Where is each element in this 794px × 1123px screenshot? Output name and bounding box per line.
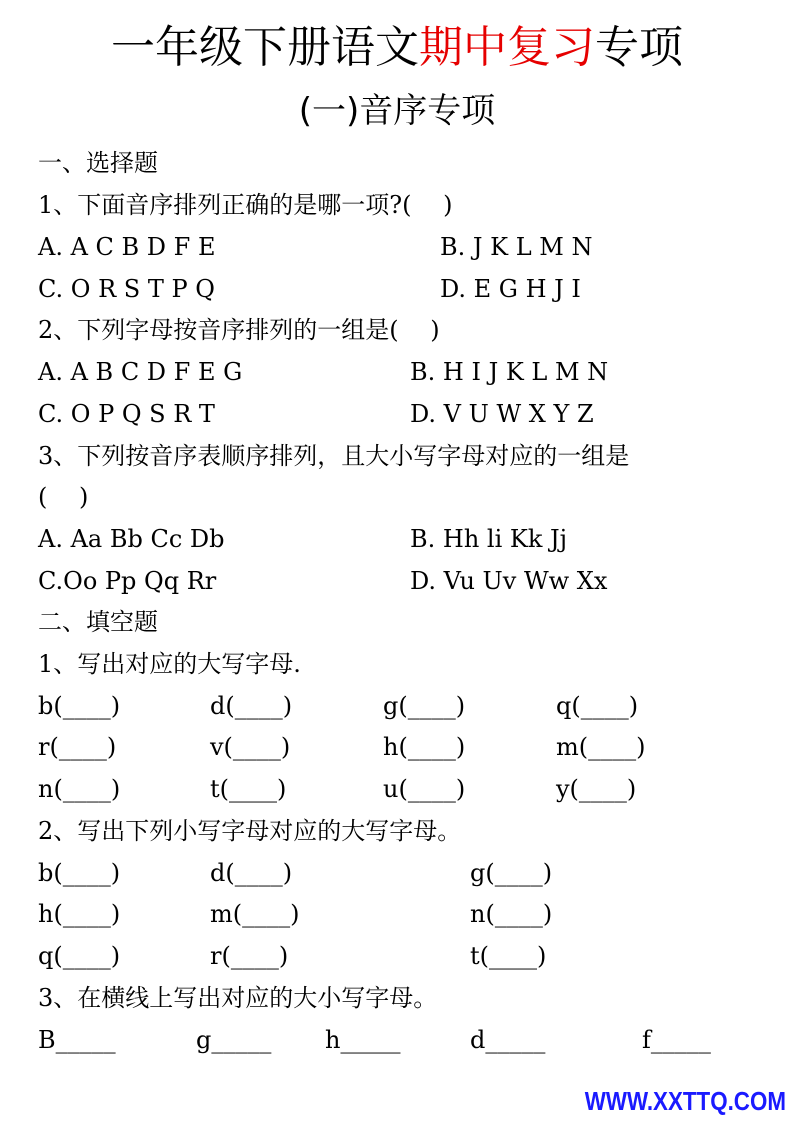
fill3-item: f_____ (642, 1026, 711, 1054)
section2-heading: 二、填空题 (38, 608, 158, 636)
fill2-item: g(____) (470, 859, 553, 887)
fill1-item: m(____) (556, 733, 646, 761)
q3-option-d: D. Vu Uv Ww Xx (410, 567, 608, 595)
fill1-item: n(____) (38, 775, 121, 803)
q2-option-a: A. A B C D F E G (38, 358, 243, 386)
fill2-item: q(____) (38, 942, 121, 970)
fill1-item: r(____) (38, 733, 117, 761)
q2-option-c: C. O P Q S R T (38, 400, 215, 428)
fill2-item: r(____) (210, 942, 289, 970)
q2-text: 2、下列字母按音序排列的一组是( ) (38, 316, 440, 344)
fill2-item: d(____) (210, 859, 293, 887)
fill2-item: n(____) (470, 900, 553, 928)
fill3-item: d_____ (470, 1026, 546, 1054)
fill3-item: h_____ (325, 1026, 401, 1054)
fill1-item: g(____) (383, 692, 466, 720)
q2-option-d: D. V U W X Y Z (410, 400, 594, 428)
title-highlight: 期中复习 (419, 22, 595, 73)
fill3-text: 3、在横线上写出对应的大小写字母。 (38, 984, 438, 1012)
fill1-item: t(____) (210, 775, 287, 803)
fill1-item: h(____) (383, 733, 466, 761)
q3-paren: ( ) (38, 483, 89, 511)
q2-option-b: B. H I J K L M N (410, 358, 609, 386)
title-part3: 专项 (595, 22, 683, 73)
fill2-item: h(____) (38, 900, 121, 928)
page-subtitle: (一)音序专项 (298, 91, 496, 131)
section1-heading: 一、选择题 (38, 149, 158, 177)
fill2-item: m(____) (210, 900, 300, 928)
fill1-text: 1、写出对应的大写字母. (38, 650, 301, 678)
title-part1: 一年级下册语文 (111, 22, 419, 73)
q1-option-b: B. J K L M N (440, 233, 593, 261)
fill3-item: g_____ (196, 1026, 272, 1054)
q1-option-a: A. A C B D F E (38, 233, 216, 261)
q3-option-c: C.Oo Pp Qq Rr (38, 567, 217, 595)
q3-option-b: B. Hh li Kk Jj (410, 525, 568, 553)
q3-text: 3、下列按音序表顺序排列，且大小写字母对应的一组是 (38, 442, 630, 470)
fill2-text: 2、写出下列小写字母对应的大写字母。 (38, 817, 462, 845)
q1-option-c: C. O R S T P Q (38, 275, 215, 303)
fill2-item: t(____) (470, 942, 547, 970)
footer-watermark-url: WWW.XXTTQ.COM (584, 1086, 786, 1116)
page-title (0, 18, 794, 78)
fill1-item: v(____) (210, 733, 291, 761)
fill1-item: y(____) (556, 775, 637, 803)
q3-option-a: A. Aa Bb Cc Db (38, 525, 225, 553)
q1-text: 1、下面音序排列正确的是哪一项?( ) (38, 191, 453, 219)
q1-option-d: D. E G H J I (440, 275, 581, 303)
fill1-item: d(____) (210, 692, 293, 720)
fill1-item: b(____) (38, 692, 121, 720)
fill3-item: B_____ (38, 1026, 116, 1054)
fill1-item: q(____) (556, 692, 639, 720)
fill1-item: u(____) (383, 775, 466, 803)
fill2-item: b(____) (38, 859, 121, 887)
